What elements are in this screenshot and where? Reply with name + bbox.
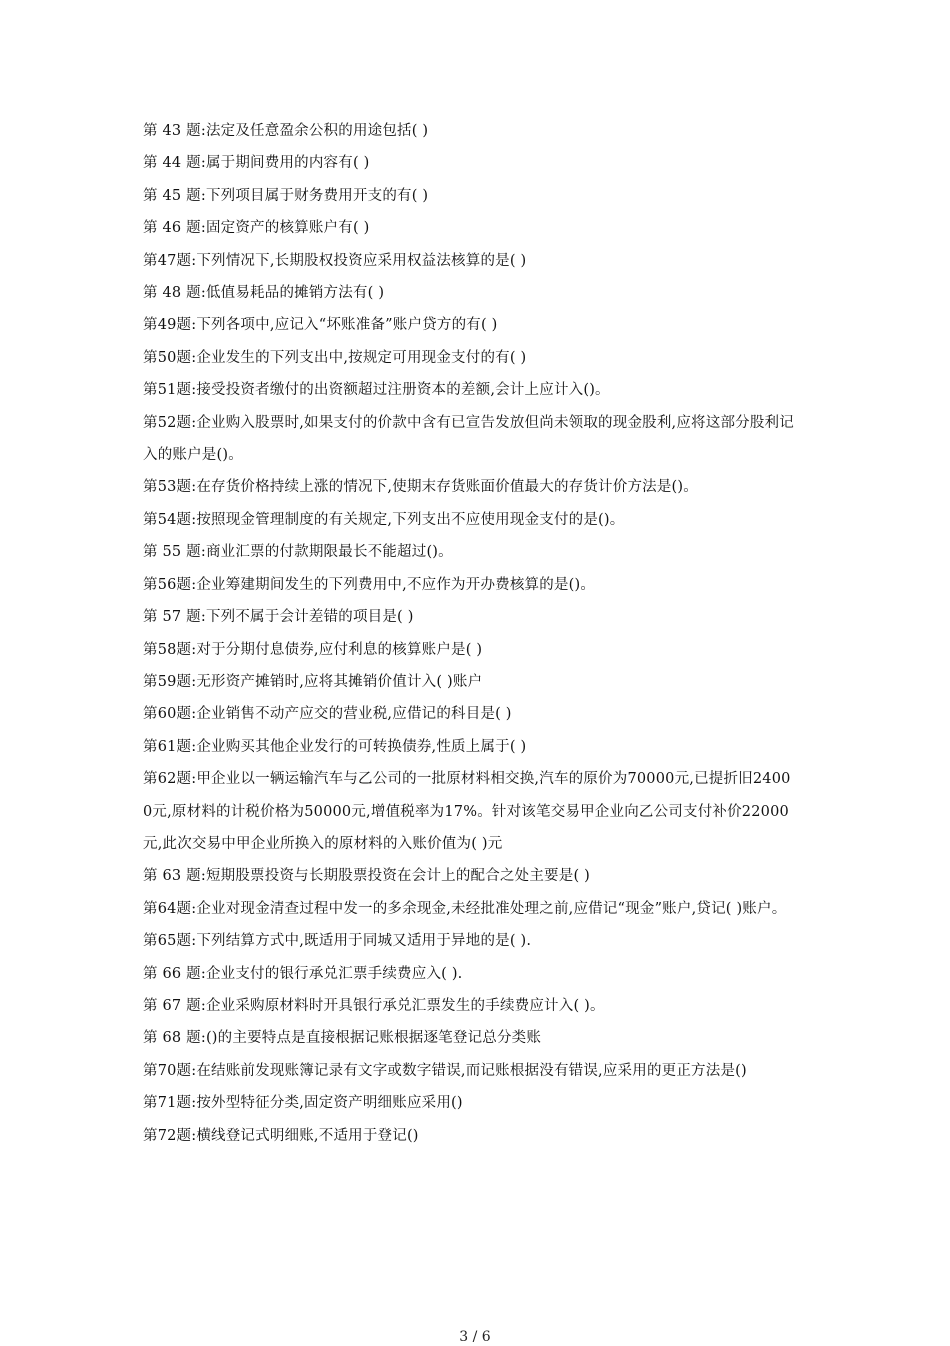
question-item: 第60题:企业销售不动产应交的营业税,应借记的科目是( ) [143, 706, 512, 723]
question-item: 第65题:下列结算方式中,既适用于同城又适用于异地的是( ). [143, 933, 532, 950]
question-item: 第61题:企业购买其他企业发行的可转换债券,性质上属于( ) [143, 738, 527, 755]
question-item: 第 46 题:固定资产的核算账户有( ) [143, 220, 370, 237]
question-item: 第54题:按照现金管理制度的有关规定,下列支出不应使用现金支付的是()。 [143, 511, 625, 528]
question-item: 第56题:企业筹建期间发生的下列费用中,不应作为开办费核算的是()。 [143, 576, 596, 593]
question-item: 第53题:在存货价格持续上涨的情况下,使期末存货账面价值最大的存货计价方法是()。 [143, 479, 698, 496]
question-item: 第64题:企业对现金清查过程中发一的多余现金,未经批准处理之前,应借记“现金”账户,贷记( )账户。 [143, 900, 787, 917]
question-item: 第47题:下列情况下,长期股权投资应采用权益法核算的是( ) [143, 252, 527, 269]
question-item: 第51题:接受投资者缴付的出资额超过注册资本的差额,会计上应计入()。 [143, 382, 610, 399]
question-item: 第59题:无形资产摊销时,应将其摊销价值计入( )账户 [143, 673, 483, 690]
question-item: 第 67 题:企业采购原材料时开具银行承兑汇票发生的手续费应计入( )。 [143, 997, 605, 1014]
question-item: 第49题:下列各项中,应记入“坏账准备”账户贷方的有( ) [143, 317, 498, 334]
question-item: 第 45 题:下列项目属于财务费用开支的有( ) [143, 187, 429, 204]
question-item: 第52题:企业购入股票时,如果支付的价款中含有已宣告发放但尚未领取的现金股利,应将这部分股利记入的账户是()。 [143, 414, 794, 464]
question-item: 第72题:横线登记式明细账,不适用于登记() [143, 1127, 419, 1144]
question-item: 第 55 题:商业汇票的付款期限最长不能超过()。 [143, 544, 453, 561]
question-item: 第62题:甲企业以一辆运输汽车与乙公司的一批原材料相交换,汽车的原价为70000元,已提折旧24000元,原材料的计税价格为50000元,增值税率为17%。针对该笔交易甲企业向乙公司支付补价22000元,此次交易中甲企业所换入的原材料的入账价值为( )元 [143, 771, 791, 852]
question-item: 第70题:在结账前发现账簿记录有文字或数字错误,而记账根据没有错误,应采用的更正方法是() [143, 1062, 747, 1079]
question-item: 第58题:对于分期付息债券,应付利息的核算账户是( ) [143, 641, 483, 658]
question-list [143, 115, 798, 1152]
question-item: 第 57 题:下列不属于会计差错的项目是( ) [143, 609, 414, 626]
question-item: 第 66 题:企业支付的银行承兑汇票手续费应入( ). [143, 965, 463, 982]
question-item: 第 63 题:短期股票投资与长期股票投资在会计上的配合之处主要是( ) [143, 868, 590, 885]
question-item: 第 44 题:属于期间费用的内容有( ) [143, 155, 370, 172]
question-item: 第71题:按外型特征分类,固定资产明细账应采用() [143, 1095, 463, 1112]
question-item: 第 68 题:()的主要特点是直接根据记账根据逐笔登记总分类账 [143, 1030, 542, 1047]
question-item: 第 48 题:低值易耗品的摊销方法有( ) [143, 285, 385, 302]
question-item: 第50题:企业发生的下列支出中,按规定可用现金支付的有( ) [143, 349, 527, 366]
question-item: 第 43 题:法定及任意盈余公积的用途包括( ) [143, 123, 429, 139]
page-number: 3 / 6 [459, 1329, 491, 1345]
